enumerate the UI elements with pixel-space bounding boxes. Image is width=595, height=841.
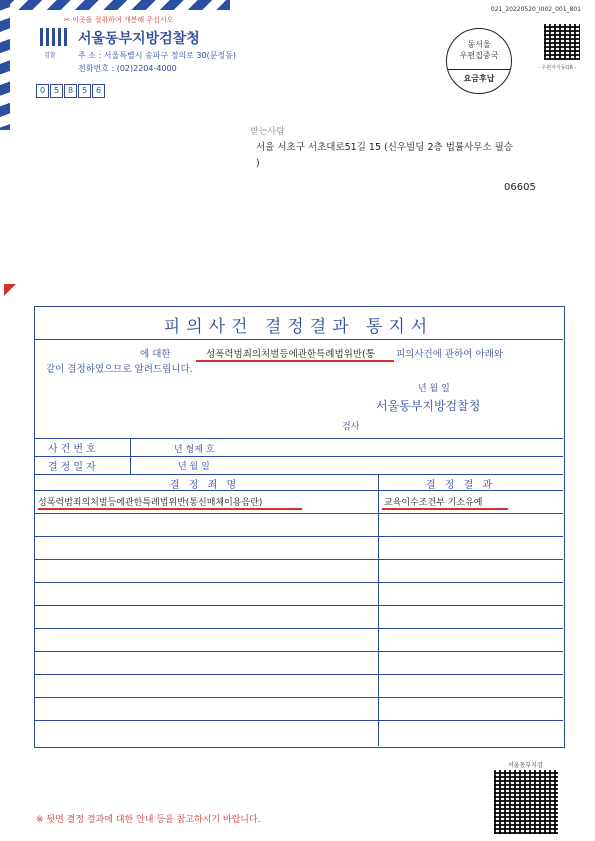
recipient-address: 서울 서초구 서초대로51길 15 (신우빌딩 2층 법률사무소 필승 ) bbox=[256, 142, 513, 169]
issuer: 서울동부지방검찰청 bbox=[376, 399, 481, 413]
airmail-stripe-top bbox=[0, 0, 230, 10]
underline-row-charge bbox=[38, 508, 302, 510]
prosecutor-label: 검사 bbox=[342, 422, 360, 432]
notice-title: 피의사건 결정결과 통지서 bbox=[163, 317, 434, 337]
issue-date: 년 월 일 bbox=[418, 384, 450, 394]
intro-line2: 같이 결정하였으므로 알려드립니다. bbox=[46, 364, 193, 375]
column-divider bbox=[378, 474, 379, 746]
intro-suffix: 피의사건에 관하여 아래와 bbox=[396, 349, 503, 360]
sender-address: 주 소 : 서울특별시 송파구 정의로 30(문정동) bbox=[78, 51, 237, 60]
row-charge: 성폭력범죄의처벌등에관한특례법위반(통신매체이용음란) bbox=[38, 498, 263, 508]
bottom-qr-caption: 서울동부지검 bbox=[508, 762, 543, 769]
table-top-line bbox=[34, 438, 563, 439]
case-no-value: 년 형제 호 bbox=[174, 445, 215, 455]
fold-mark bbox=[4, 284, 16, 296]
recipient-label: 받는사람 bbox=[250, 127, 285, 137]
sender-zip: 0 5 8 5 6 bbox=[36, 78, 106, 98]
title-divider bbox=[34, 339, 563, 340]
decision-date-value: 년 월 일 bbox=[178, 462, 210, 472]
underline-row-result bbox=[382, 508, 508, 510]
airmail-stripe-left bbox=[0, 0, 10, 130]
charge-inline: 성폭력범죄의처벌등에관한특례법위반(통 bbox=[206, 349, 375, 360]
qr-code-icon bbox=[544, 24, 580, 60]
row-result: 교육이수조건부 기소유예 bbox=[384, 498, 483, 508]
bottom-qr-code-icon bbox=[494, 770, 558, 834]
col-charge-header: 결 정 죄 명 bbox=[170, 480, 240, 491]
col-result-header: 결 정 결 과 bbox=[426, 480, 496, 491]
scissors-icon: ✂ bbox=[64, 16, 73, 24]
tear-notice: ✂ 이곳을 절취하여 개봉해 주십시오 bbox=[64, 16, 174, 24]
postmark: 동서울 우편집중국 요금후납 bbox=[446, 28, 512, 94]
sender-tel: 전화번호 : (02)2204-4000 bbox=[78, 64, 177, 73]
qr-caption: - 우편자자동QR - bbox=[538, 65, 577, 71]
sender-org: 서울동부지방검찰청 bbox=[78, 31, 200, 47]
doc-code: 021_20220520_I002_001_801 bbox=[490, 6, 581, 13]
decision-date-label: 결정일자 bbox=[48, 462, 99, 473]
case-no-label: 사건번호 bbox=[48, 444, 99, 455]
recipient-zip: 06605 bbox=[504, 182, 536, 193]
logo-caption: 검찰 bbox=[44, 52, 56, 59]
intro-prefix: 에 대한 bbox=[140, 349, 171, 360]
underline-charge bbox=[196, 360, 394, 362]
footer-note: ※ 뒷면 결정 결과에 대한 안내 등을 참고하시기 바랍니다. bbox=[36, 815, 261, 825]
